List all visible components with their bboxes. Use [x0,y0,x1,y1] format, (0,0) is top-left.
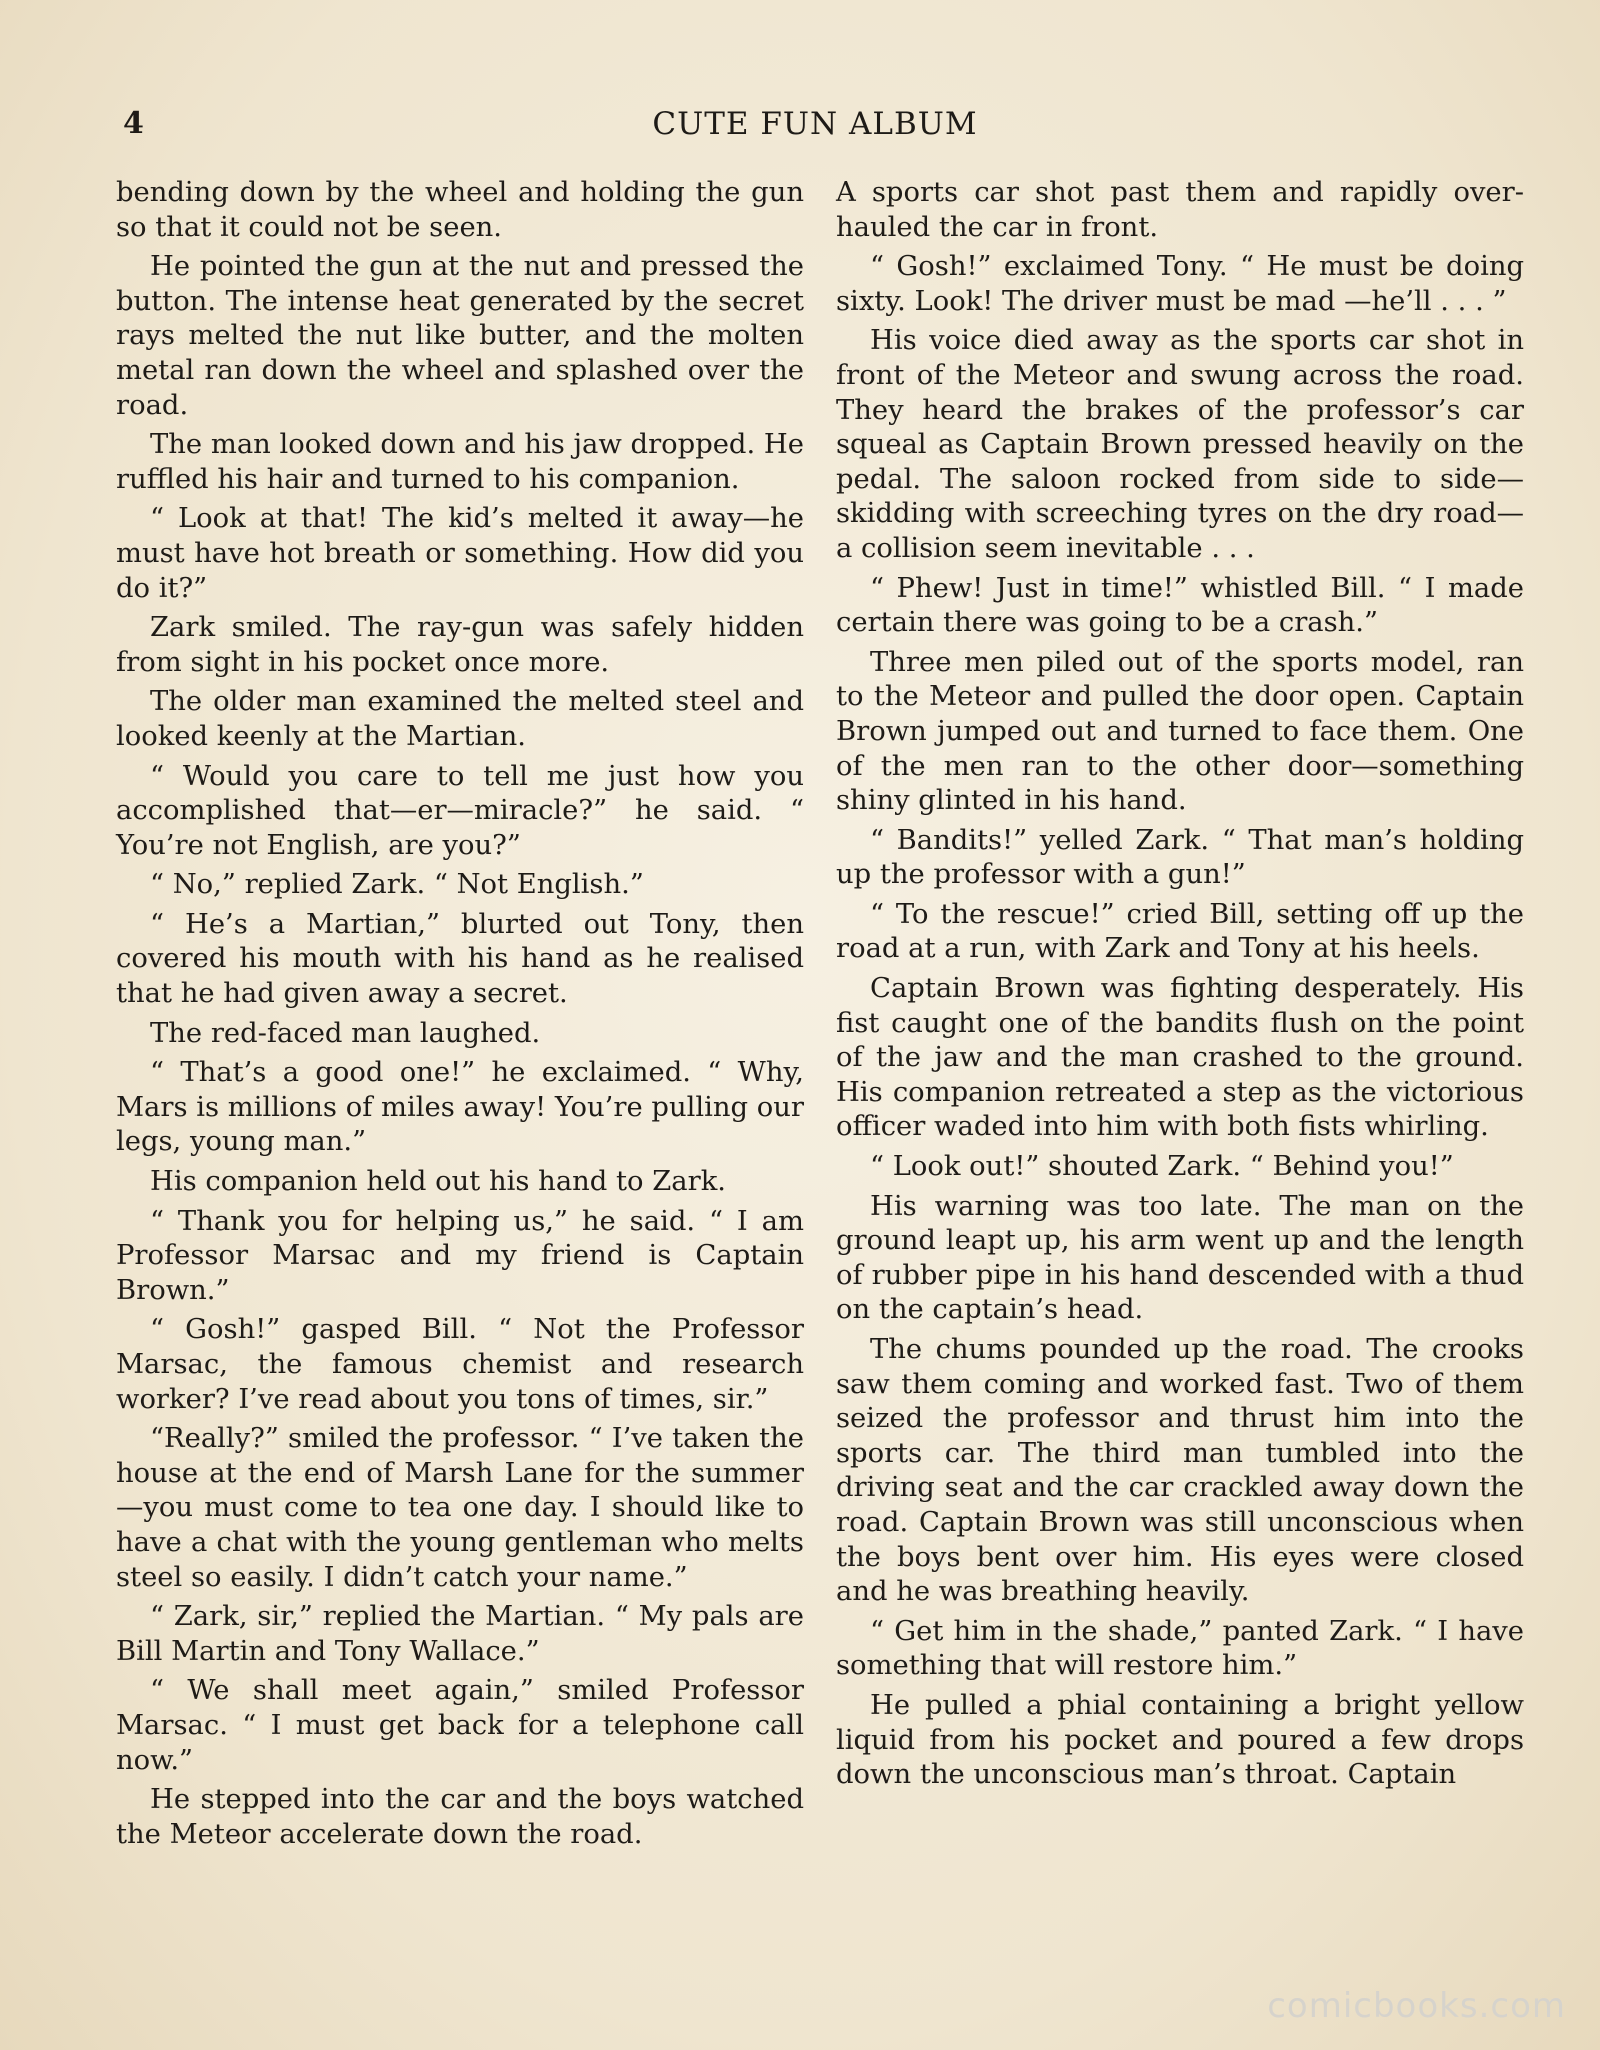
paragraph: “ Phew! Just in time!” whistled Bill. “ I made certain there was going to be a crash.” [836,572,1524,639]
paragraph: “ Look at that! The kid’s melted it away—he must have hot breath or something. How did you do it?” [116,503,804,604]
paragraph: He pulled a phial containing a bright yellow liquid from his pocket and poured a few drops down the unconscious man’s throat. Captain [836,1689,1524,1791]
page-header [115,106,1515,146]
paragraph: “ Would you care to tell me just how you accomplished that—er—miracle?” he said. “ You’re not English, are you?” [116,760,804,861]
paragraph: “Really?” smiled the professor. “ I’ve taken the house at the end of Marsh Lane for the summer—you must come to tea one day. I should like to have a chat with the young gentleman who melts steel so easily. I didn’t catch your name.” [116,1423,804,1593]
page-number: 4 [123,106,144,141]
paragraph: His warning was too late. The man on the ground leapt up, his arm went up and the length of rubber pipe in his hand descended with a thud on the captain’s head. [836,1190,1524,1326]
paragraph: Three men piled out of the sports model, ran to the Meteor and pulled the door open. Captain Brown jumped out and turned to face them. One of the men ran to the other door—something shiny glinted in his hand. [836,646,1524,817]
paragraph: The red-faced man laughed. [150,1017,541,1049]
paragraph: A sports car shot past them and rapidly overhauled the car in front. [836,177,1524,243]
paragraph: “ Bandits!” yelled Zark. “ That man’s holding up the professor with a gun!” [836,824,1524,891]
running-title: CUTE FUN ALBUM [652,106,978,142]
right-column [836,176,1524,1857]
paragraph: “ That’s a good one!” he exclaimed. “ Why, Mars is millions of miles away! You’re pulling our legs, young man.” [116,1057,804,1158]
paragraph: “ Get him in the shade,” panted Zark. “ I have something that will restore him.” [836,1615,1524,1682]
paragraph: His voice died away as the sports car shot in front of the Meteor and swung across the road. They heard the brakes of the professor’s car squeal as Captain Brown pressed heavily on the pedal. The saloon rocked from side to side—skidding with screeching tyres on the dry road—a collision seem inevitable . . . [836,325,1524,564]
paragraph: The man looked down and his jaw dropped. He ruffled his hair and turned to his companion. [116,429,804,495]
paragraph: “ He’s a Martian,” blurted out Tony, then covered his mouth with his hand as he realised that he had given away a secret. [116,908,804,1010]
paragraph: “ Zark, sir,” replied the Martian. “ My pals are Bill Martin and Tony Wallace.” [116,1601,804,1667]
paragraph: “ Thank you for helping us,” he said. “ I am Professor Marsac and my friend is Captain Brown.” [116,1205,804,1306]
paragraph: “ We shall meet again,” smiled Professor Marsac. “ I must get back for a telephone call now.” [116,1675,804,1776]
paragraph: His companion held out his hand to Zark. [150,1166,726,1198]
watermark: comicbooks.com [1267,1986,1566,2026]
paragraph: The chums pounded up the road. The crooks saw them coming and worked fast. Two of them seized the professor and thrust him into the sports car. The third man tumbled into the driving seat and the car crackled away down the road. Captain Brown was still unconscious when the boys bent over him. His eyes were closed and he was breathing heavily. [836,1334,1524,1608]
paragraph: He stepped into the car and the boys watched the Meteor accelerate down the road. [116,1784,804,1850]
paragraph: Captain Brown was fighting desperately. His fist caught one of the bandits flush on the point of the jaw and the man crashed to the ground. His companion retreated a step as the victorious officer waded into him with both fists whirling. [836,973,1524,1143]
paragraph: “ Gosh!” exclaimed Tony. “ He must be doing sixty. Look! The driver must be mad —he’ll . . . ” [836,251,1524,317]
paragraph: “ Look out!” shouted Zark. “ Behind you!” [870,1151,1454,1183]
paragraph: “ Gosh!” gasped Bill. “ Not the Professor Marsac, the famous chemist and research worker? I’ve read about you tons of times, sir.” [116,1314,804,1415]
text-columns [116,176,1524,1857]
paragraph: The older man examined the melted steel and looked keenly at the Martian. [116,686,804,752]
paragraph: Zark smiled. The ray-gun was safely hidden from sight in his pocket once more. [116,612,804,678]
paragraph: bending down by the wheel and holding the gun so that it could not be seen. [116,177,804,243]
paragraph: “ No,” replied Zark. “ Not English.” [150,869,644,901]
left-column [116,176,804,1857]
paragraph: He pointed the gun at the nut and pressed the button. The intense heat generated by the secret rays melted the nut like butter, and the molten metal ran down the wheel and splashed over the road. [116,251,804,421]
paragraph: “ To the rescue!” cried Bill, setting off up the road at a run, with Zark and Tony at his heels. [836,898,1524,965]
